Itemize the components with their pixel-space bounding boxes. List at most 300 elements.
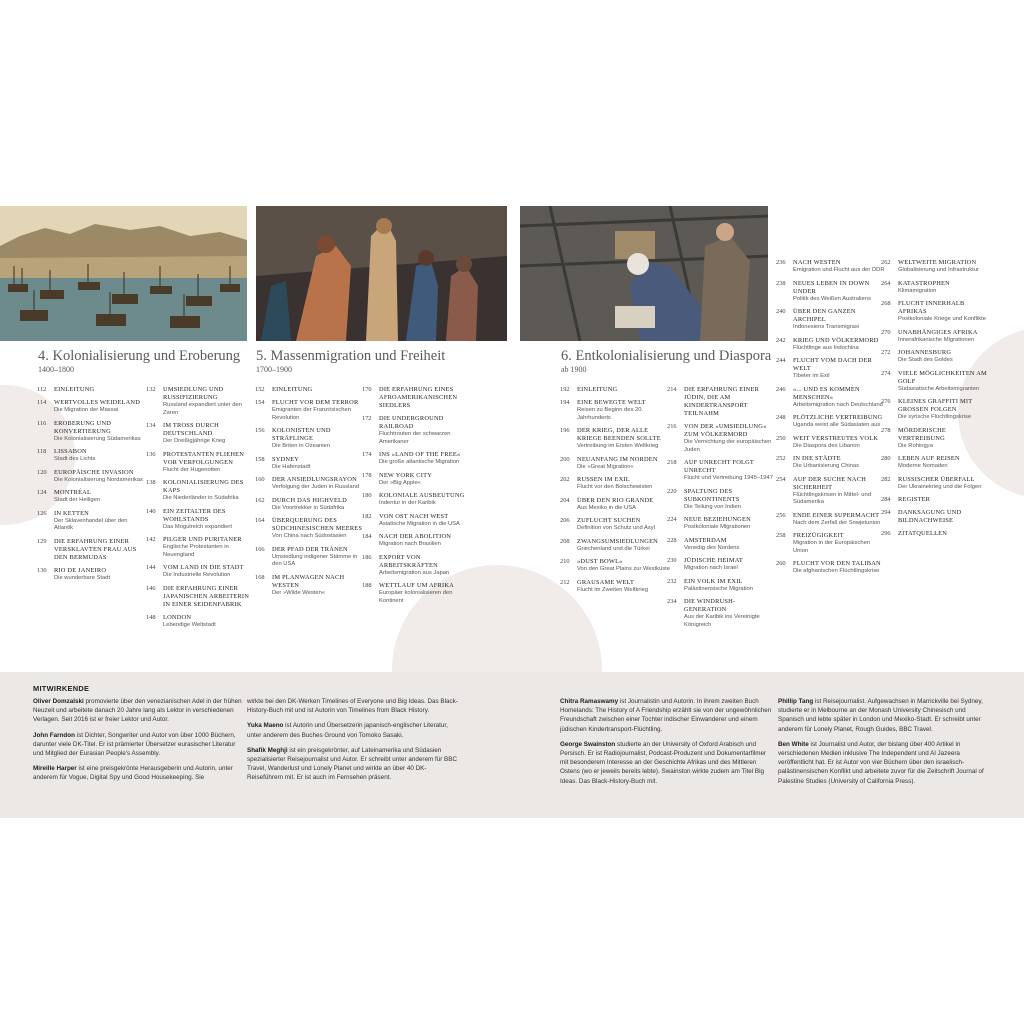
toc-entry-body: [898, 370, 991, 394]
contributor-bio: [33, 697, 247, 725]
toc-page-number: 272: [881, 349, 891, 356]
toc-entry-title: MÖRDERISCHE VERTREIBUNG: [898, 426, 947, 442]
toc-entry-title: ÜBER DEN GANZEN ARCHIPEL: [793, 308, 856, 323]
toc-page-number: 174: [362, 451, 372, 458]
contributor-name: Chitra Ramaswamy: [560, 698, 619, 705]
toc-entry-title: NEUE BEZIEHUNGEN: [684, 516, 751, 523]
toc-entry-body: [379, 554, 472, 578]
toc-page-number: 228: [667, 536, 677, 544]
toc-page-number: 212: [560, 578, 570, 586]
toc-entry-title: NEW YORK CITY: [379, 471, 433, 479]
toc-page-number: 148: [146, 613, 156, 621]
toc-entry-title: KLEINES GRAFFITI MIT GROSSEN FOLGEN: [898, 398, 973, 413]
toc-entry: [362, 386, 472, 410]
contributor-name: Shafik Meghji: [247, 746, 288, 754]
toc-column: [776, 259, 886, 581]
toc-page-number: 204: [560, 496, 570, 504]
toc-page-number: 166: [255, 545, 265, 553]
toc-entry-title: AUF DER SUCHE NACH SICHERHEIT: [793, 475, 867, 491]
toc-entry-title: »DUST BOWL«: [577, 558, 623, 565]
toc-entry-subtitle: Indentur in der Karibik: [379, 500, 436, 506]
toc-entry-subtitle: Aus der Karibik ins Vereinigte Königreich: [684, 614, 760, 628]
toc-entry: [560, 399, 670, 422]
toc-page-number: 260: [776, 560, 786, 567]
toc-entry-title: EINE BEWEGTE WELT: [577, 399, 646, 406]
toc-page-number: 284: [881, 496, 891, 503]
toc-entry-body: [379, 513, 472, 529]
toc-page-number: 244: [776, 357, 786, 364]
toc-entry-subtitle: Uganda weist alle Südasiaten aus: [793, 422, 881, 428]
toc-entry-subtitle: Südasiatische Arbeitsmigranten: [898, 385, 980, 392]
toc-entry-body: [163, 508, 256, 532]
toc-page-number: 192: [560, 386, 570, 393]
toc-entry-body: [898, 349, 991, 365]
chapter-4-years: 1400–1800: [38, 365, 74, 374]
toc-entry: [255, 427, 365, 451]
toc-entry-title: ENDE EINER SUPERMACHT: [793, 511, 880, 519]
toc-entry-title: WERTVOLLES WEIDELAND: [54, 399, 141, 406]
contributors-column: [778, 697, 992, 792]
toc-page-number: 220: [667, 487, 677, 495]
toc-page-number: 232: [667, 577, 677, 585]
toc-entry: [560, 538, 670, 554]
toc-entry-body: [163, 479, 256, 503]
toc-entry-subtitle: Migration nach Israel: [684, 565, 738, 571]
toc-entry-title: EIN ZEITALTER DES WOHLSTANDS: [163, 507, 226, 523]
toc-entry-body: [793, 337, 886, 353]
toc-page-number: 294: [881, 509, 891, 516]
toc-entry: [255, 574, 365, 598]
toc-entry: [255, 399, 365, 422]
toc-entry: [667, 578, 777, 594]
toc-entry-title: INS »LAND OF THE FREE«: [379, 451, 461, 458]
contributor-text: promovierte über den venezianischen Adel in der frühen Neuzeit und arbeitete danach 20 Jahre lang als Lektor in verschiedenen Verlagen. Seit 2016 ist er freier Lektor und Autor.: [33, 698, 242, 724]
toc-entry-body: [272, 399, 365, 422]
toc-entry-body: [898, 300, 991, 324]
toc-entry: [667, 516, 777, 532]
toc-entry-title: EINLEITUNG: [54, 386, 95, 393]
toc-entry-body: [379, 492, 472, 508]
toc-entry-body: [577, 386, 670, 394]
toc-entry-body: [898, 280, 991, 296]
contributor-name: Yuka Maeno: [247, 722, 284, 730]
toc-page-number: 238: [776, 279, 786, 287]
toc-entry-subtitle: Der Sklavenhandel über den Atlantik: [54, 517, 128, 531]
toc-page-number: 270: [881, 328, 891, 336]
toc-entry-title: VIELE MÖGLICHKEITEN AM GOLF: [898, 369, 987, 385]
toc-entry-body: [54, 386, 147, 394]
toc-entry: [881, 370, 991, 394]
toc-entry: [560, 427, 670, 451]
toc-page-number: 280: [881, 455, 891, 462]
toc-entry: [560, 517, 670, 533]
toc-entry-subtitle: Umsiedlung indigener Stämme in den USA: [272, 553, 358, 567]
toc-entry: [776, 308, 886, 332]
toc-page-number: 254: [776, 475, 786, 483]
toc-page-number: 164: [255, 517, 265, 524]
contributor-name: Mireille Harper: [33, 765, 77, 773]
toc-entry-body: [898, 530, 991, 538]
toc-entry: [146, 585, 256, 609]
toc-entry-subtitle: Palästinensische Migration: [684, 585, 753, 592]
toc-page-number: 282: [881, 475, 891, 483]
toc-entry-body: [898, 329, 991, 345]
toc-entry-title: NEUES LEBEN IN DOWN UNDER: [793, 279, 870, 295]
contributors-column: [247, 697, 461, 789]
toc-page-number: 170: [362, 386, 372, 393]
toc-entry-body: [54, 420, 147, 444]
toc-entry-title: DIE UNDERGROUND RAILROAD: [379, 415, 444, 430]
toc-entry-body: [379, 415, 472, 446]
toc-page-number: 114: [37, 399, 47, 406]
toc-entry-body: [272, 497, 365, 513]
chapter-5-years: 1700–1900: [256, 365, 292, 374]
toc-entry-subtitle: Die Rohingya: [898, 442, 933, 449]
toc-entry-title: FLUCHT VOR DEN TALIBAN: [793, 560, 881, 567]
toc-page-number: 144: [146, 564, 156, 571]
toc-entry: [881, 496, 991, 504]
toc-page-number: 154: [255, 399, 265, 406]
toc-page-number: 274: [881, 369, 891, 377]
toc-page-number: 124: [37, 489, 47, 496]
toc-entry-title: WETTLAUF UM AFRIKA: [379, 582, 454, 589]
toc-entry-subtitle: Definition von Schutz und Asyl: [577, 525, 655, 531]
toc-entry-title: RUSSEN IM EXIL: [577, 476, 630, 483]
toc-entry: [37, 538, 147, 562]
toc-entry-subtitle: Vertreibung im Ersten Weltkrieg: [577, 443, 659, 449]
toc-page-number: 202: [560, 476, 570, 483]
toc-entry-body: [793, 532, 886, 555]
toc-entry: [560, 579, 670, 595]
toc-page-number: 200: [560, 455, 570, 463]
toc-page-number: 132: [146, 386, 156, 393]
toc-entry-body: [684, 386, 777, 418]
toc-entry: [362, 492, 472, 508]
toc-page-number: 184: [362, 533, 372, 540]
toc-entry: [560, 558, 670, 574]
toc-entry-body: [379, 472, 472, 488]
contributor-bio: [33, 731, 247, 759]
toc-entry: [776, 560, 886, 576]
toc-entry-subtitle: Reisen zu Beginn des 20. Jahrhunderts: [577, 407, 644, 421]
chapter-6-image: [520, 206, 768, 341]
toc-entry-title: EUROPÄISCHE INVASION: [54, 468, 134, 476]
toc-entry-title: FLUCHT INNERHALB AFRIKAS: [898, 300, 965, 315]
toc-entry-title: LEBEN AUF REISEN: [898, 455, 960, 462]
toc-entry: [881, 427, 991, 451]
toc-entry: [667, 598, 777, 629]
toc-page-number: 178: [362, 471, 372, 479]
toc-entry: [37, 399, 147, 415]
toc-entry: [667, 557, 777, 573]
toc-entry: [37, 448, 147, 464]
toc-entry-subtitle: Die syrische Flüchtlingskrise: [898, 414, 972, 420]
toc-entry-body: [54, 510, 147, 533]
toc-entry-subtitle: Stadt der Heiligen: [54, 497, 101, 503]
toc-entry-title: KATASTROPHEN: [898, 279, 950, 287]
toc-entry-body: [793, 386, 886, 410]
contributor-name: George Swainston: [560, 740, 616, 748]
toc-entry-body: [793, 357, 886, 381]
toc-entry-body: [898, 259, 991, 275]
toc-entry-title: AUF UNRECHT FOLGT UNRECHT: [684, 459, 754, 474]
toc-entry-subtitle: Griechenland und die Türkei: [577, 545, 650, 552]
toc-entry: [776, 476, 886, 507]
toc-entry-body: [577, 558, 670, 574]
toc-entry: [255, 456, 365, 472]
toc-entry-title: EINLEITUNG: [577, 386, 618, 393]
toc-entry-title: REGISTER: [898, 496, 931, 503]
toc-entry-body: [163, 451, 256, 475]
toc-entry: [37, 567, 147, 583]
toc-page-number: 210: [560, 558, 570, 565]
toc-entry-body: [577, 427, 670, 451]
toc-page-number: 256: [776, 511, 786, 519]
toc-entry: [667, 537, 777, 553]
toc-entry-subtitle: Die afghanischen Flüchtlingskrise: [793, 568, 880, 574]
toc-entry-subtitle: Flüchtlingskrisen in Mittel- und Südamerika: [793, 491, 871, 505]
toc-entry-subtitle: Emigranten der Französischen Revolution: [272, 407, 351, 421]
toc-entry-body: [898, 427, 991, 451]
toc-entry-title: EROBERUNG UND KONVERTIERUNG: [54, 419, 112, 435]
toc-page-number: 129: [37, 537, 47, 545]
toc-entry-subtitle: Die Voortrekker in Südafrika: [272, 504, 345, 511]
chapter-4-title: 4. Kolonialisierung und Eroberung: [38, 348, 241, 364]
toc-entry: [881, 398, 991, 422]
toc-entry-body: [54, 567, 147, 583]
toc-entry: [362, 472, 472, 488]
toc-page-number: 142: [146, 536, 156, 543]
contributor-text: ist Reisejournalist. Aufgewachsen in Marrickville bei Sydney, studierte er in Melbourne an der Monash University Chinesisch und Spanisch und lebte später in London und Mexiko-Stadt. Er schreibt unter anderem für Lonely Planet, Rough Guides, BBC Travel.: [778, 698, 983, 733]
toc-entry-subtitle: Moderne Nomaden: [898, 463, 948, 469]
toc-entry-title: FLUCHT VOR DEM TERROR: [272, 399, 359, 406]
toc-entry-title: NACH WESTEN: [793, 259, 841, 266]
toc-entry-subtitle: Die Niederländer in Südafrika: [163, 495, 239, 501]
toc-entry-subtitle: Venedig des Nordens: [684, 544, 740, 551]
toc-entry-body: [379, 533, 472, 549]
toc-entry: [146, 564, 256, 580]
toc-entry-subtitle: Russland expandiert unter den Zaren: [163, 402, 242, 416]
toc-entry: [37, 386, 147, 394]
contributor-bio: [247, 746, 461, 783]
toc-entry: [776, 435, 886, 451]
toc-entry-subtitle: Postkoloniale Kriege und Konflikte: [898, 316, 986, 322]
toc-entry-body: [54, 489, 147, 505]
toc-page-number: 296: [881, 530, 891, 537]
toc-column: [667, 386, 777, 634]
toc-entry-subtitle: Die Diaspora des Libanon: [793, 442, 860, 449]
toc-entry-body: [684, 578, 777, 594]
toc-page-number: 258: [776, 532, 786, 539]
toc-page-number: 172: [362, 415, 372, 422]
toc-entry: [881, 259, 991, 275]
chapter-6-years: ab 1900: [561, 365, 587, 374]
toc-entry-title: PILGER UND PURITANER: [163, 536, 242, 543]
contributor-bio: [560, 740, 774, 786]
toc-entry: [255, 497, 365, 513]
toc-entry-body: [898, 455, 991, 471]
toc-entry-title: RUSSISCHER ÜBERFALL: [898, 475, 975, 483]
toc-page-number: 246: [776, 385, 786, 393]
toc-entry-body: [577, 538, 670, 554]
toc-entry-subtitle: Der »Big Apple«: [379, 479, 421, 486]
toc-entry-body: [54, 399, 147, 415]
toc-entry-body: [163, 536, 256, 559]
toc-entry-title: RIO DE JANEIRO: [54, 566, 107, 574]
toc-column: [146, 386, 256, 634]
contributors-column: [560, 697, 774, 792]
toc-entry-body: [684, 423, 777, 454]
toc-entry-subtitle: Stadt des Lichts: [54, 456, 96, 462]
toc-entry-title: MONTRÉAL: [54, 489, 92, 496]
toc-entry-title: EINLEITUNG: [272, 386, 313, 393]
toc-column: [560, 386, 670, 599]
toc-entry-body: [54, 469, 147, 485]
contributors-heading: MITWIRKENDE: [33, 684, 90, 693]
toc-entry: [37, 469, 147, 485]
toc-entry-subtitle: Die wunderbare Stadt: [54, 574, 111, 581]
toc-entry-body: [793, 414, 886, 430]
toc-page-number: 252: [776, 455, 786, 462]
toc-entry: [776, 512, 886, 528]
toc-entry-title: SYDNEY: [272, 455, 300, 463]
contributor-text: ist Dichter, Songwriter und Autor von über 1000 Büchern, darunter viele DK-Titel. Er ist prämierter Übersetzer eurasischer Literatur und Mitglied der Eurasian People's Assembly.: [33, 731, 236, 758]
toc-entry-subtitle: Politik des Weißen Australiens: [793, 295, 871, 302]
toc-entry-body: [272, 386, 365, 394]
toc-entry-body: [684, 488, 777, 512]
toc-page-number: 230: [667, 557, 677, 564]
contributors-section: [0, 672, 1024, 818]
toc-entry-body: [793, 512, 886, 528]
toc-entry-title: DER PFAD DER TRÄNEN: [272, 545, 348, 553]
toc-entry-title: IN KETTEN: [54, 509, 89, 517]
toc-entry: [881, 476, 991, 492]
toc-page-number: 120: [37, 468, 47, 476]
toc-entry-subtitle: Die Industrielle Revolution: [163, 572, 231, 578]
toc-entry-subtitle: Die Vernichtung der europäischen Juden: [684, 439, 772, 453]
toc-entry-title: LONDON: [163, 613, 192, 621]
toc-page-number: 188: [362, 582, 372, 589]
toc-entry-title: IM PLANWAGEN NACH WESTEN: [272, 573, 345, 589]
toc-entry: [255, 546, 365, 569]
contributor-name: Oliver Domzalski: [33, 698, 84, 705]
toc-entry-title: DIE ERFAHRUNG EINER VERSKLAVTEN FRAU AUS DEN BERMUDAS: [54, 537, 137, 561]
contributor-bio: [247, 721, 461, 739]
toc-entry: [881, 349, 991, 365]
toc-entry-subtitle: Die große atlantische Migration: [379, 459, 460, 465]
toc-entry-subtitle: Flucht der Hugenotten: [163, 466, 221, 473]
contributor-bio: [560, 697, 774, 734]
toc-column: [37, 386, 147, 587]
toc-entry: [667, 386, 777, 418]
toc-entry-body: [684, 459, 777, 483]
toc-entry-title: ÜBER DEN RIO GRANDE: [577, 496, 654, 504]
chapter-6-title: 6. Entkolonialisierung und Diaspora: [561, 348, 772, 364]
contributor-bio: [33, 764, 247, 782]
toc-page-number: 242: [776, 336, 786, 344]
toc-entry-subtitle: Flucht im Zweiten Weltkrieg: [577, 586, 649, 593]
toc-entry: [146, 479, 256, 503]
toc-page-number: 214: [667, 386, 677, 393]
toc-entry-title: KOLONIALE AUSBEUTUNG: [379, 492, 465, 499]
toc-entry: [146, 422, 256, 446]
toc-entry: [362, 533, 472, 549]
toc-entry-body: [379, 582, 472, 605]
toc-entry-subtitle: Flüchtlinge aus Indochina: [793, 344, 859, 351]
toc-entry-subtitle: Der »Wilde Westen«: [272, 589, 326, 596]
toc-entry: [560, 456, 670, 472]
contributor-text: ist Journalistin und Autorin. In ihrem zweiten Buch Homelands: The History of A Friendship erzählt sie von der ungewöhnlichen Freundschaft zwischen einer Tochter indischer Einwanderer und einem jüdischen Kindertransport-Flüchtling.: [560, 698, 772, 733]
toc-entry-subtitle: Die Migration der Massai: [54, 407, 119, 413]
toc-entry-subtitle: Klimamigration: [898, 287, 937, 294]
toc-entry-body: [577, 399, 670, 422]
contributor-text: ist Autorin und Übersetzerin japanisch-englischer Literatur, unter anderem des Buches Ground von Tomoko Sasaki.: [247, 722, 448, 739]
toc-entry-title: ÜBERQUERUNG DES SÜDCHINESISCHEN MEERES: [272, 517, 363, 532]
toc-entry-title: IN DIE STÄDTE: [793, 455, 841, 462]
toc-entry-subtitle: Migration in der Europäischen Union: [793, 540, 871, 554]
toc-entry-body: [577, 579, 670, 595]
toc-entry-subtitle: Von China nach Südostasien: [272, 533, 347, 539]
toc-entry-subtitle: Verfolgung der Juden in Russland: [272, 484, 360, 490]
toc-page-number: 240: [776, 308, 786, 315]
toc-entry-subtitle: Die Teilung von Indien: [684, 503, 741, 510]
toc-column: [362, 386, 472, 610]
toc-entry-subtitle: Aus Mexiko in die USA: [577, 504, 636, 511]
toc-page-number: 248: [776, 414, 786, 421]
toc-entry: [146, 614, 256, 630]
toc-entry-body: [898, 509, 991, 525]
toc-entry: [776, 337, 886, 353]
toc-entry: [776, 455, 886, 471]
contributor-text: wirkte bei den DK-Werken Timelines of Everyone und Big Ideas. Das Black-History-Buch mit und ist Autorin von Timelines from Black History.: [247, 698, 458, 715]
toc-entry-subtitle: Migration nach Brasilien: [379, 541, 441, 547]
toc-page-number: 186: [362, 553, 372, 561]
toc-entry: [362, 451, 472, 467]
toc-page-number: 146: [146, 584, 156, 592]
toc-entry-title: KRIEG UND VÖLKERMORD: [793, 336, 879, 344]
toc-entry: [255, 386, 365, 394]
toc-page-number: 134: [146, 422, 156, 429]
toc-entry-title: ZITATQUELLEN: [898, 530, 948, 537]
toc-entry-title: NACH DER ABOLITION: [379, 533, 452, 540]
toc-page-number: 156: [255, 427, 265, 434]
toc-entry: [362, 513, 472, 529]
toc-entry: [667, 488, 777, 512]
toc-entry-subtitle: Emigration und Flucht aus der DDR: [793, 267, 885, 273]
toc-entry-subtitle: Das Mogulreich expandiert: [163, 523, 232, 530]
toc-page-number: 264: [881, 279, 891, 287]
toc-entry: [255, 476, 365, 492]
toc-page-number: 250: [776, 434, 786, 442]
toc-entry: [37, 489, 147, 505]
toc-column: [881, 259, 991, 543]
toc-page-number: 224: [667, 516, 677, 523]
toc-entry: [667, 423, 777, 454]
toc-entry-title: DIE ERFAHRUNG EINER JAPANISCHEN ARBEITERIN IN EINER SEIDENFABRIK: [163, 584, 250, 608]
toc-entry-subtitle: Flucht vor den Bolschewisten: [577, 484, 653, 490]
toc-entry: [881, 300, 991, 324]
toc-page-number: 236: [776, 259, 786, 266]
toc-entry-title: NEUANFANG IM NORDEN: [577, 455, 658, 463]
toc-entry-title: LISSABON: [54, 448, 87, 455]
toc-entry: [881, 530, 991, 538]
toc-entry-body: [793, 455, 886, 471]
toc-entry: [362, 554, 472, 578]
toc-entry: [776, 532, 886, 555]
toc-entry: [776, 414, 886, 430]
toc-entry-body: [54, 448, 147, 464]
toc-entry-title: VON OST NACH WEST: [379, 512, 449, 520]
